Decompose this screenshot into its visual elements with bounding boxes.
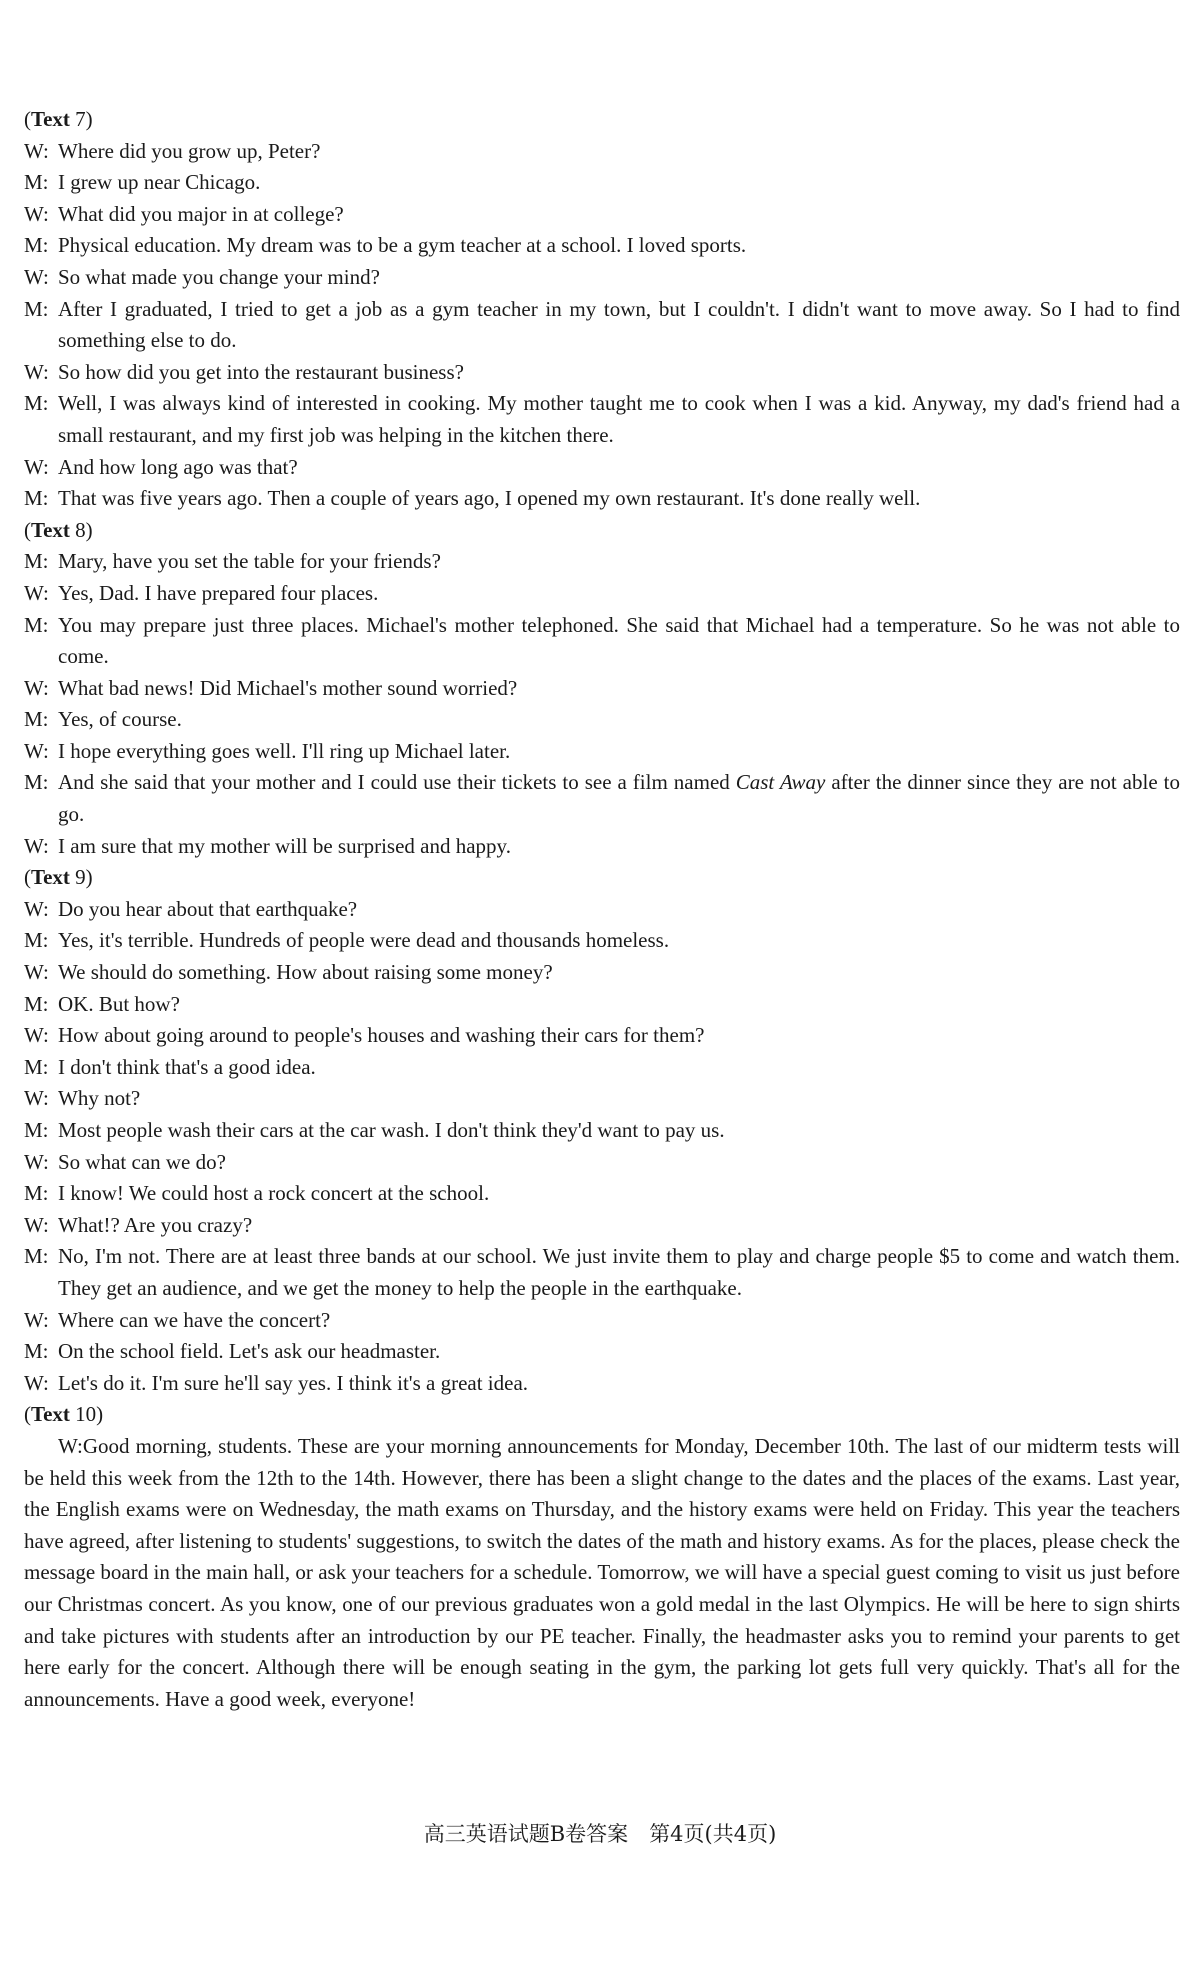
line-text: And how long ago was that?	[58, 454, 298, 479]
line-text: Yes, of course.	[58, 707, 182, 732]
dialogue-line	[24, 610, 1180, 673]
speaker-label: W:	[24, 1307, 49, 1332]
heading-open: (	[24, 517, 31, 542]
heading-number: 8)	[69, 517, 93, 542]
dialogue-line	[24, 1115, 1180, 1147]
dialogue-line	[24, 136, 1180, 168]
speaker-label: M:	[24, 391, 49, 416]
speaker-label: M:	[24, 991, 49, 1016]
dialogue-line	[24, 1083, 1180, 1115]
dialogue-line	[24, 831, 1180, 863]
speaker-label: M:	[24, 233, 49, 258]
speaker-label: W:	[24, 675, 49, 700]
speaker-label: M:	[24, 1118, 49, 1142]
dialogue-line	[24, 1210, 1180, 1242]
line-text: Well, I was always kind of interested in cooking. My mother taught me to cook when I was a kid. Anyway, my dad's friend had a small restaurant, and my first job was helping in the kitchen there.	[58, 391, 1180, 447]
speaker-label: W:	[24, 138, 49, 163]
line-text: Physical education. My dream was to be a gym teacher at a school. I loved sports.	[58, 233, 747, 258]
line-text: What!? Are you crazy?	[58, 1212, 253, 1237]
speaker-label: W:	[24, 580, 49, 605]
line-text: Most people wash their cars at the car wash. I don't think they'd want to pay us.	[58, 1118, 725, 1142]
speaker-label: W:	[24, 1149, 49, 1174]
dialogue-line	[24, 1020, 1180, 1052]
line-text: I don't think that's a good idea.	[58, 1054, 316, 1079]
speaker-label: W:	[24, 359, 49, 384]
speaker-label: M:	[24, 170, 49, 195]
dialogue-line	[24, 736, 1180, 768]
heading-label: Text	[31, 865, 70, 890]
dialogue-line	[24, 1052, 1180, 1084]
line-text: Why not?	[58, 1086, 141, 1111]
heading-number: 9)	[69, 865, 93, 890]
line-text: Where did you grow up, Peter?	[58, 138, 321, 163]
dialogue-line	[24, 957, 1180, 989]
line-text: I grew up near Chicago.	[58, 170, 261, 195]
section-heading-text-9	[24, 862, 1180, 894]
line-text: So what made you change your mind?	[58, 264, 380, 289]
speaker-label: M:	[24, 1244, 49, 1269]
heading-label: Text	[31, 1402, 70, 1427]
speaker-label: W:	[24, 1023, 49, 1048]
dialogue-line	[24, 578, 1180, 610]
dialogue-line	[24, 230, 1180, 262]
dialogue-line	[24, 262, 1180, 294]
speaker-label: M:	[24, 707, 49, 732]
line-text: So what can we do?	[58, 1149, 226, 1174]
dialogue-line	[24, 167, 1180, 199]
dialogue-line	[24, 199, 1180, 231]
line-text: We should do something. How about raising some money?	[58, 960, 553, 985]
dialogue-text-9	[24, 894, 1180, 1400]
dialogue-line	[24, 546, 1180, 578]
speaker-label: W:	[24, 1370, 49, 1395]
dialogue-line	[24, 1241, 1180, 1304]
line-text: On the school field. Let's ask our headmaster.	[58, 1339, 441, 1364]
line-text: Do you hear about that earthquake?	[58, 896, 358, 921]
speaker-label: M:	[24, 770, 49, 795]
dialogue-line	[24, 989, 1180, 1021]
announcement-text: Good morning, students. These are your morning announcements for Monday, December 10th. The last of our midterm tests will be held this week from the 12th to the 14th. However, there has been a slight change to the dates and the places of the exams. Last year, the English exams were on Wednesday, the math exams on Thursday, and the history exams were held on Friday. This year the teachers have agreed, after listening to students' suggestions, to switch the dates of the math and history exams. As for the places, please check the message board in the main hall, or ask your teachers for a schedule. Tomorrow, we will have a special guest coming to visit us just before our Christmas concert. As you know, one of our previous graduates won a gold medal in the last Olympics. He will be here to sign shirts and take pictures with students after an introduction by our PE teacher. Finally, the headmaster asks you to remind your parents to get here early for the concert. Although there will be enough seating in the gym, the parking lot gets full very quickly. That's all for the announcements. Have a good week, everyone!	[24, 1433, 1180, 1711]
line-text: after the dinner since they are not able to go.	[58, 770, 1180, 827]
speaker-label: M:	[24, 549, 49, 574]
line-text: I am sure that my mother will be surprised and happy.	[58, 833, 511, 858]
speaker-label: W:	[24, 264, 49, 289]
dialogue-line	[24, 767, 1180, 830]
dialogue-line	[24, 704, 1180, 736]
dialogue-line	[24, 894, 1180, 926]
speaker-label: W:	[24, 833, 49, 858]
line-text: And she said that your mother and I could use their tickets to see a film named	[58, 770, 736, 795]
heading-label: Text	[31, 517, 70, 542]
heading-open: (	[24, 107, 31, 131]
section-heading-text-7	[24, 104, 1180, 136]
line-text: What did you major in at college?	[58, 201, 344, 226]
line-text: Mary, have you set the table for your friends?	[58, 549, 441, 574]
line-text: Yes, it's terrible. Hundreds of people were dead and thousands homeless.	[58, 928, 670, 953]
line-text: After I graduated, I tried to get a job as a gym teacher in my town, but I couldn't. I didn't want to move away. So I had to find something else to do.	[58, 296, 1180, 353]
dialogue-line	[24, 452, 1180, 484]
heading-open: (	[24, 865, 31, 890]
listening-transcript	[24, 104, 1180, 1715]
heading-number: 7)	[69, 107, 93, 131]
dialogue-line	[24, 388, 1180, 451]
speaker-label: W:	[24, 201, 49, 226]
dialogue-line	[24, 483, 1180, 515]
dialogue-line	[24, 1305, 1180, 1337]
speaker-label: W:	[24, 1212, 49, 1237]
announcement-paragraph	[24, 1431, 1180, 1715]
dialogue-line	[24, 1368, 1180, 1400]
speaker-label: W:	[58, 1433, 83, 1458]
line-text: I hope everything goes well. I'll ring up Michael later.	[58, 738, 511, 763]
dialogue-line	[24, 357, 1180, 389]
dialogue-line	[24, 925, 1180, 957]
line-text: How about going around to people's houses and washing their cars for them?	[58, 1023, 705, 1048]
line-text: What bad news! Did Michael's mother sound worried?	[58, 675, 518, 700]
dialogue-text-7	[24, 136, 1180, 515]
speaker-label: M:	[24, 612, 49, 637]
line-text: So how did you get into the restaurant business?	[58, 359, 464, 384]
dialogue-line	[24, 1147, 1180, 1179]
speaker-label: W:	[24, 1086, 49, 1111]
line-text: Yes, Dad. I have prepared four places.	[58, 580, 379, 605]
speaker-label: W:	[24, 960, 49, 985]
speaker-label: M:	[24, 486, 49, 511]
section-heading-text-8	[24, 515, 1180, 547]
dialogue-line	[24, 294, 1180, 357]
dialogue-line	[24, 1336, 1180, 1368]
speaker-label: M:	[24, 1054, 49, 1079]
speaker-label: W:	[24, 738, 49, 763]
line-text: You may prepare just three places. Michael's mother telephoned. She said that Michael had a temperature. So he was not able to come.	[58, 612, 1180, 669]
heading-open: (	[24, 1402, 31, 1427]
film-title: Cast Away	[735, 770, 826, 795]
speaker-label: M:	[24, 1339, 49, 1364]
speaker-label: M:	[24, 928, 49, 953]
heading-number: 10)	[69, 1402, 104, 1427]
line-text: I know! We could host a rock concert at the school.	[58, 1181, 490, 1206]
line-text: Let's do it. I'm sure he'll say yes. I think it's a great idea.	[58, 1370, 529, 1395]
speaker-label: M:	[24, 296, 49, 321]
dialogue-line	[24, 1178, 1180, 1210]
line-text: That was five years ago. Then a couple of years ago, I opened my own restaurant. It's done really well.	[58, 486, 921, 511]
line-text: Where can we have the concert?	[58, 1307, 331, 1332]
heading-label: Text	[31, 107, 70, 131]
page-footer: 高三英语试题B卷答案 第4页(共4页)	[423, 1822, 777, 1846]
speaker-label: W:	[24, 454, 49, 479]
speaker-label: W:	[24, 896, 49, 921]
section-heading-text-10	[24, 1399, 1180, 1431]
line-text: No, I'm not. There are at least three bands at our school. We just invite them to play and charge people $5 to come and watch them. They get an audience, and we get the money to help the people in the earthquake.	[58, 1244, 1180, 1300]
line-text: OK. But how?	[58, 991, 180, 1016]
speaker-label: M:	[24, 1181, 49, 1206]
dialogue-line	[24, 673, 1180, 705]
dialogue-text-8	[24, 546, 1180, 862]
